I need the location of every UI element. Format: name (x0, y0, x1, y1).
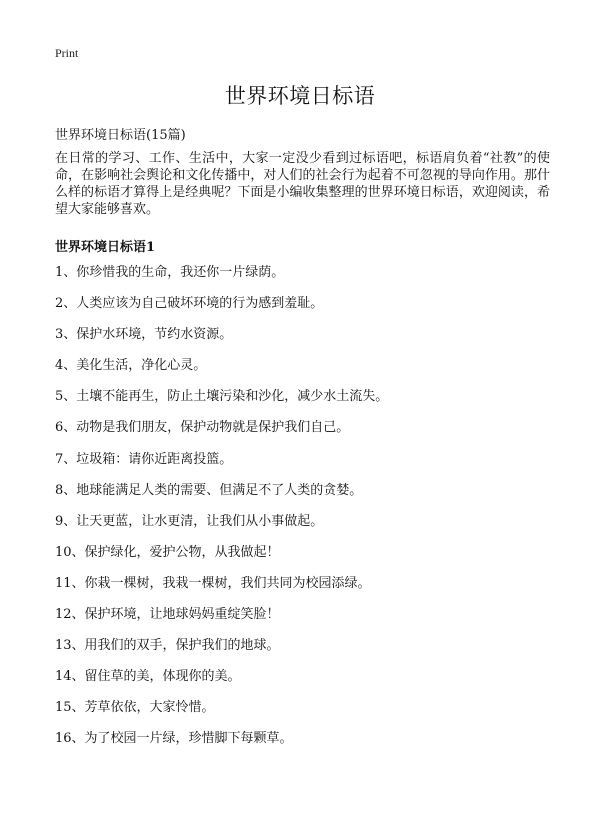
list-item: 1、你珍惜我的生命，我还你一片绿荫。 (55, 265, 285, 280)
list-item: 11、你栽一棵树，我栽一棵树，我们共同为校园添绿。 (55, 575, 371, 591)
list-item: 5、土壤不能再生，防止土壤污染和沙化，减少水土流失。 (55, 389, 389, 405)
list-item: 4、美化生活，净化心灵。 (55, 358, 207, 374)
section-heading: 世界环境日标语1 (55, 240, 156, 255)
document-subtitle: 世界环境日标语(15篇) (55, 128, 186, 143)
slogan-list (55, 264, 550, 762)
list-item: 6、动物是我们朋友，保护动物就是保护我们自己。 (55, 420, 350, 436)
list-item: 13、用我们的双手，保护我们的地球。 (55, 638, 280, 654)
list-item: 9、让天更蓝，让水更清，让我们从小事做起。 (55, 513, 324, 529)
page-title: 世界环境日标语 (224, 84, 376, 108)
intro-paragraph: 在日常的学习、工作、生活中，大家一定没少看到过标语吧，标语肩负着“社教”的使命，在影响社会舆论和文化传播中，对人们的社会行为起着不可忽视的导向作用。那什么样的标语才算得上是经典呢？下面是小编收集整理的世界环境日标语，欢迎阅读，希望大家能够喜欢。 (55, 151, 550, 217)
list-item: 8、地球能满足人类的需要、但满足不了人类的贪婪。 (55, 482, 363, 498)
list-item: 12、保护环境，让地球妈妈重绽笑脸！ (55, 607, 280, 623)
list-item: 16、为了校园一片绿，珍惜脚下每颗草。 (55, 731, 293, 747)
list-item: 7、垃圾箱：请你近距离投篮。 (55, 451, 233, 467)
list-item: 15、芳草依依，大家怜惜。 (55, 700, 215, 716)
list-item: 14、留住草的美，体现你的美。 (55, 669, 241, 685)
list-item: 10、保护绿化，爱护公物，从我做起！ (55, 544, 280, 560)
print-link[interactable]: Print (55, 46, 79, 60)
list-item: 3、保护水环境，节约水资源。 (55, 327, 233, 343)
list-item: 2、人类应该为自己破坏环境的行为感到羞耻。 (55, 296, 324, 312)
